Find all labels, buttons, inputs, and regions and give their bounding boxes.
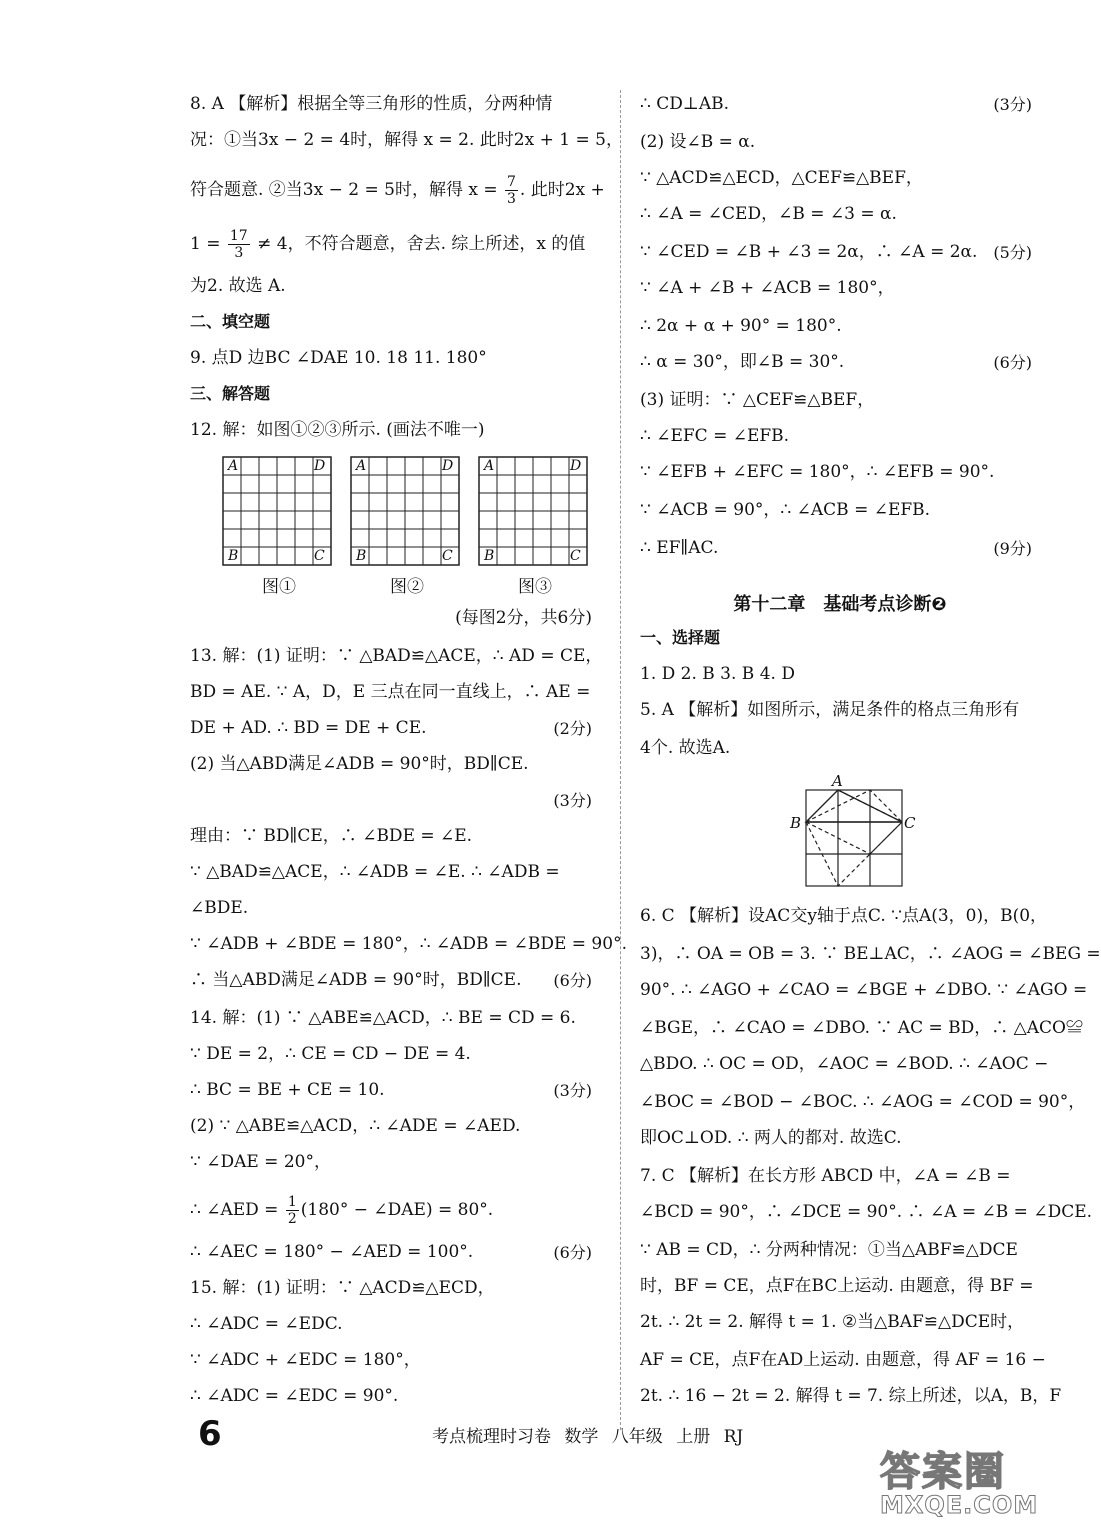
right-line bbox=[640, 1200, 1092, 1224]
text-line: ∠BDE. bbox=[190, 898, 249, 918]
text-line: ∴ ∠ADC = ∠EDC. bbox=[190, 1314, 343, 1334]
section-header: 三、解答题 bbox=[190, 384, 271, 403]
right-line bbox=[640, 350, 844, 374]
left-line bbox=[190, 1078, 385, 1102]
text-line: 2t. ∴ 16 − 2t = 2. 解得 t = 7. 综上所述，以A，B，F bbox=[640, 1386, 1062, 1406]
text-line: ∵ ∠CED = ∠B + ∠3 = 2α，∴ ∠A = 2α. bbox=[640, 242, 978, 262]
left-line bbox=[190, 644, 602, 668]
right-line bbox=[640, 1348, 1046, 1372]
section-header: 二、填空题 bbox=[190, 312, 271, 331]
right-line bbox=[640, 424, 789, 448]
right-line bbox=[640, 536, 718, 560]
score-label: (6分) bbox=[993, 353, 1032, 372]
text-line: DE + AD. ∴ BD = DE + CE. bbox=[190, 718, 427, 738]
left-line bbox=[190, 1384, 398, 1408]
text-segment: (180° − ∠DAE) = 80°. bbox=[300, 1200, 494, 1220]
right-line bbox=[640, 166, 923, 190]
text-line: 1. D 2. B 3. B 4. D bbox=[640, 664, 795, 684]
fig1-label-c: C bbox=[314, 548, 325, 564]
text-line: ∴ α = 30°，即∠B = 30°. bbox=[640, 352, 845, 372]
left-line bbox=[190, 680, 590, 704]
text-line: 3)，∴ OA = OB = 3. ∵ BE⊥AC，∴ ∠AOG = ∠BEG = bbox=[640, 944, 1101, 964]
score-label: (6分) bbox=[553, 1243, 592, 1262]
left-line bbox=[190, 418, 485, 442]
right-line bbox=[640, 942, 1101, 966]
right-line bbox=[640, 1016, 1083, 1040]
left-line bbox=[190, 228, 585, 261]
left-line bbox=[190, 968, 522, 992]
right-line bbox=[640, 202, 897, 226]
text-segment: ≠ 4，不符合题意，舍去. 综上所述，x 的值 bbox=[251, 234, 586, 254]
right-line bbox=[640, 1310, 1024, 1334]
right-line bbox=[640, 388, 874, 412]
text-line: 4个. 故选A. bbox=[640, 738, 731, 758]
right-line bbox=[640, 698, 1019, 722]
text-line: 9. 点D 边BC ∠DAE 10. 18 11. 180° bbox=[190, 348, 487, 368]
text-line: 13. 解：(1) 证明：∵ △BAD≌△ACE，∴ AD = CE， bbox=[190, 646, 603, 666]
fig3-label-b: B bbox=[484, 548, 495, 564]
right-line bbox=[640, 92, 729, 116]
left-line bbox=[190, 860, 560, 884]
right-line bbox=[640, 626, 720, 650]
footer-text: 考点梳理时习卷 数学 八年级 上册 RJ bbox=[432, 1427, 744, 1447]
left-line bbox=[190, 174, 605, 207]
text-line: ∴ ∠A = ∠CED，∠B = ∠3 = α. bbox=[640, 204, 897, 224]
fig5-label-a: A bbox=[832, 772, 843, 790]
score-label: (3分) bbox=[993, 95, 1032, 114]
left-line bbox=[190, 1240, 473, 1264]
right-line bbox=[640, 130, 755, 154]
text-line: ∠BCD = 90°，∴ ∠DCE = 90°. ∴ ∠A = ∠B = ∠DCE. bbox=[640, 1202, 1093, 1222]
right-line bbox=[640, 978, 1087, 1002]
fig1-label-a: A bbox=[228, 458, 239, 474]
left-line bbox=[190, 1312, 343, 1336]
text-line: (2) 当△ABD满足∠ADB = 90°时，BD∥CE. bbox=[190, 754, 529, 774]
text-line: △BDO. ∴ OC = OD，∠AOC = ∠BOD. ∴ ∠AOC − bbox=[640, 1054, 1049, 1074]
left-line bbox=[190, 1006, 576, 1030]
left-line bbox=[190, 896, 248, 920]
fraction-numerator: 17 bbox=[229, 228, 248, 244]
fig1-caption: 图① bbox=[262, 577, 296, 597]
text-line: (每图2分，共6分) bbox=[455, 608, 592, 628]
left-line bbox=[190, 346, 487, 370]
text-line: (2) 设∠B = α. bbox=[640, 132, 756, 152]
left-line bbox=[190, 1150, 331, 1174]
left-line bbox=[190, 274, 286, 298]
fig5-label-b: B bbox=[790, 814, 802, 832]
text-line: ∴ EF∥AC. bbox=[640, 538, 719, 558]
fraction-denominator: 3 bbox=[507, 191, 516, 207]
fig2-label-c: C bbox=[442, 548, 453, 564]
text-line: ∵ AB = CD，∴ 分两种情况：①当△ABF≌△DCE bbox=[640, 1240, 1018, 1260]
fig2-label-b: B bbox=[356, 548, 367, 564]
fraction-numerator: 1 bbox=[287, 1194, 297, 1210]
text-line: 15. 解：(1) 证明：∵ △ACD≌△ECD， bbox=[190, 1278, 495, 1298]
text-segment: ∴ ∠AED = bbox=[190, 1200, 284, 1220]
score-label: (3分) bbox=[553, 791, 592, 810]
fig2-label-d: D bbox=[442, 458, 454, 474]
text-line: ∴ CD⊥AB. bbox=[640, 94, 730, 114]
score-label: (3分) bbox=[553, 1081, 592, 1100]
text-line: 12. 解：如图①②③所示. (画法不唯一) bbox=[190, 420, 485, 440]
fig2-caption: 图② bbox=[390, 577, 424, 597]
text-segment: 1 = bbox=[190, 234, 226, 254]
left-line bbox=[190, 128, 623, 152]
left-line bbox=[190, 932, 627, 956]
watermark-logo bbox=[880, 1440, 1040, 1530]
left-line bbox=[190, 1114, 520, 1138]
text-line: 5. A 【解析】如图所示，满足条件的格点三角形有 bbox=[640, 700, 1020, 720]
text-line: BD = AE. ∵ A，D，E 三点在同一直线上，∴ AE = bbox=[190, 682, 591, 702]
triangle-grid-figure bbox=[804, 788, 904, 890]
fig5-label-c: C bbox=[904, 814, 916, 832]
left-line bbox=[190, 382, 270, 406]
text-segment: . 此时2x + bbox=[519, 180, 605, 200]
text-line: 理由：∵ BD∥CE，∴ ∠BDE = ∠E. bbox=[190, 826, 473, 846]
score-label: (2分) bbox=[553, 719, 592, 738]
text-line: ∠BGE，∴ ∠CAO = ∠DBO. ∵ AC = BD，∴ △ACO≌ bbox=[640, 1018, 1083, 1038]
score-label: (6分) bbox=[553, 971, 592, 990]
fig2-label-a: A bbox=[356, 458, 367, 474]
right-line bbox=[640, 662, 795, 686]
text-line: 8. A 【解析】根据全等三角形的性质，分两种情 bbox=[190, 94, 553, 114]
text-line: 为2. 故选 A. bbox=[190, 276, 286, 296]
left-line bbox=[190, 1194, 493, 1227]
text-line: ∵ △ACD≌△ECD，△CEF≌△BEF， bbox=[640, 168, 923, 188]
text-line: ∵ ∠DAE = 20°， bbox=[190, 1152, 331, 1172]
right-line bbox=[640, 1274, 1034, 1298]
watermark-bottom: MXQE.COM bbox=[880, 1491, 1039, 1519]
right-line bbox=[640, 904, 1047, 928]
column-divider bbox=[620, 90, 621, 1430]
right-line bbox=[640, 1126, 902, 1150]
fraction bbox=[286, 1194, 299, 1227]
right-line bbox=[640, 1052, 1048, 1076]
fraction bbox=[228, 228, 250, 261]
text-line: 6. C 【解析】设AC交y轴于点C. ∵点A(3，0)，B(0， bbox=[640, 906, 1048, 926]
left-line bbox=[190, 716, 427, 740]
text-line: 时，BF = CE，点F在BC上运动. 由题意，得 BF = bbox=[640, 1276, 1034, 1296]
left-line bbox=[190, 824, 472, 848]
right-line bbox=[640, 1238, 1018, 1262]
right-line bbox=[640, 314, 842, 338]
text-line: ∴ ∠ADC = ∠EDC = 90°. bbox=[190, 1386, 399, 1406]
fraction bbox=[505, 174, 518, 207]
watermark-top: 答案圈 bbox=[880, 1449, 1006, 1495]
page-number: 6 bbox=[198, 1414, 222, 1454]
text-line: ∴ 2α + α + 90° = 180°. bbox=[640, 316, 842, 336]
text-line: AF = CE，点F在AD上运动. 由题意，得 AF = 16 − bbox=[640, 1350, 1046, 1370]
left-line bbox=[190, 1042, 471, 1066]
left-line bbox=[190, 310, 270, 334]
text-line: 况：①当3x − 2 = 4时，解得 x = 2. 此时2x + 1 = 5， bbox=[190, 130, 623, 150]
text-line: ∴ 当△ABD满足∠ADB = 90°时，BD∥CE. bbox=[190, 970, 522, 990]
right-line bbox=[640, 1384, 1061, 1408]
right-line bbox=[640, 1164, 1011, 1188]
text-segment: 符合题意. ②当3x − 2 = 5时，解得 x = bbox=[190, 180, 503, 200]
fig3-label-c: C bbox=[570, 548, 581, 564]
left-line bbox=[455, 606, 592, 630]
text-line: ∵ DE = 2，∴ CE = CD − DE = 4. bbox=[190, 1044, 471, 1064]
text-line: ∴ BC = BE + CE = 10. bbox=[190, 1080, 385, 1100]
fig1-label-b: B bbox=[228, 548, 239, 564]
right-line bbox=[640, 460, 994, 484]
fraction-numerator: 7 bbox=[507, 174, 516, 190]
text-line: 7. C 【解析】在长方形 ABCD 中，∠A = ∠B = bbox=[640, 1166, 1011, 1186]
section-header: 一、选择题 bbox=[640, 628, 721, 647]
right-line bbox=[640, 498, 930, 522]
score-label: (5分) bbox=[993, 243, 1032, 262]
text-line: ∠BOC = ∠BOD − ∠BOC. ∴ ∠AOG = ∠COD = 90°， bbox=[640, 1092, 1086, 1112]
left-line bbox=[190, 1276, 495, 1300]
text-line: 即OC⊥OD. ∴ 两人的都对. 故选C. bbox=[640, 1128, 902, 1148]
text-line: ∵ ∠A + ∠B + ∠ACB = 180°， bbox=[640, 278, 895, 298]
text-line: 90°. ∴ ∠AGO + ∠CAO = ∠BGE + ∠DBO. ∵ ∠AGO = bbox=[640, 980, 1088, 1000]
fraction-denominator: 3 bbox=[234, 245, 244, 261]
text-line: (2) ∵ △ABE≌△ACD，∴ ∠ADE = ∠AED. bbox=[190, 1116, 521, 1136]
text-line: ∵ ∠ACB = 90°，∴ ∠ACB = ∠EFB. bbox=[640, 500, 931, 520]
text-line: ∴ ∠EFC = ∠EFB. bbox=[640, 426, 790, 446]
left-line bbox=[190, 752, 529, 776]
text-line: 14. 解：(1) ∵ △ABE≌△ACD，∴ BE = CD = 6. bbox=[190, 1008, 576, 1028]
text-line: (3) 证明：∵ △CEF≌△BEF， bbox=[640, 390, 875, 410]
fig3-label-a: A bbox=[484, 458, 495, 474]
right-line bbox=[640, 240, 977, 264]
left-line bbox=[190, 1348, 421, 1372]
section-title: 第十二章 基础考点诊断❷ bbox=[733, 594, 947, 615]
fig3-caption: 图③ bbox=[518, 577, 552, 597]
text-line: ∴ ∠AEC = 180° − ∠AED = 100°. bbox=[190, 1242, 474, 1262]
text-line: ∵ △BAD≌△ACE，∴ ∠ADB = ∠E. ∴ ∠ADB = bbox=[190, 862, 560, 882]
score-label: (9分) bbox=[993, 539, 1032, 558]
fig1-label-d: D bbox=[314, 458, 326, 474]
right-line bbox=[640, 276, 895, 300]
text-line: ∵ ∠ADB + ∠BDE = 180°，∴ ∠ADB = ∠BDE = 90°. bbox=[190, 934, 627, 954]
text-line: ∵ ∠EFB + ∠EFC = 180°，∴ ∠EFB = 90°. bbox=[640, 462, 995, 482]
text-line: 2t. ∴ 2t = 2. 解得 t = 1. ②当△BAF≌△DCE时， bbox=[640, 1312, 1025, 1332]
right-line bbox=[640, 736, 730, 760]
right-line bbox=[640, 1090, 1085, 1114]
left-line bbox=[190, 92, 552, 116]
fraction-denominator: 2 bbox=[287, 1211, 297, 1227]
fig3-label-d: D bbox=[570, 458, 582, 474]
text-line: ∵ ∠ADC + ∠EDC = 180°， bbox=[190, 1350, 421, 1370]
